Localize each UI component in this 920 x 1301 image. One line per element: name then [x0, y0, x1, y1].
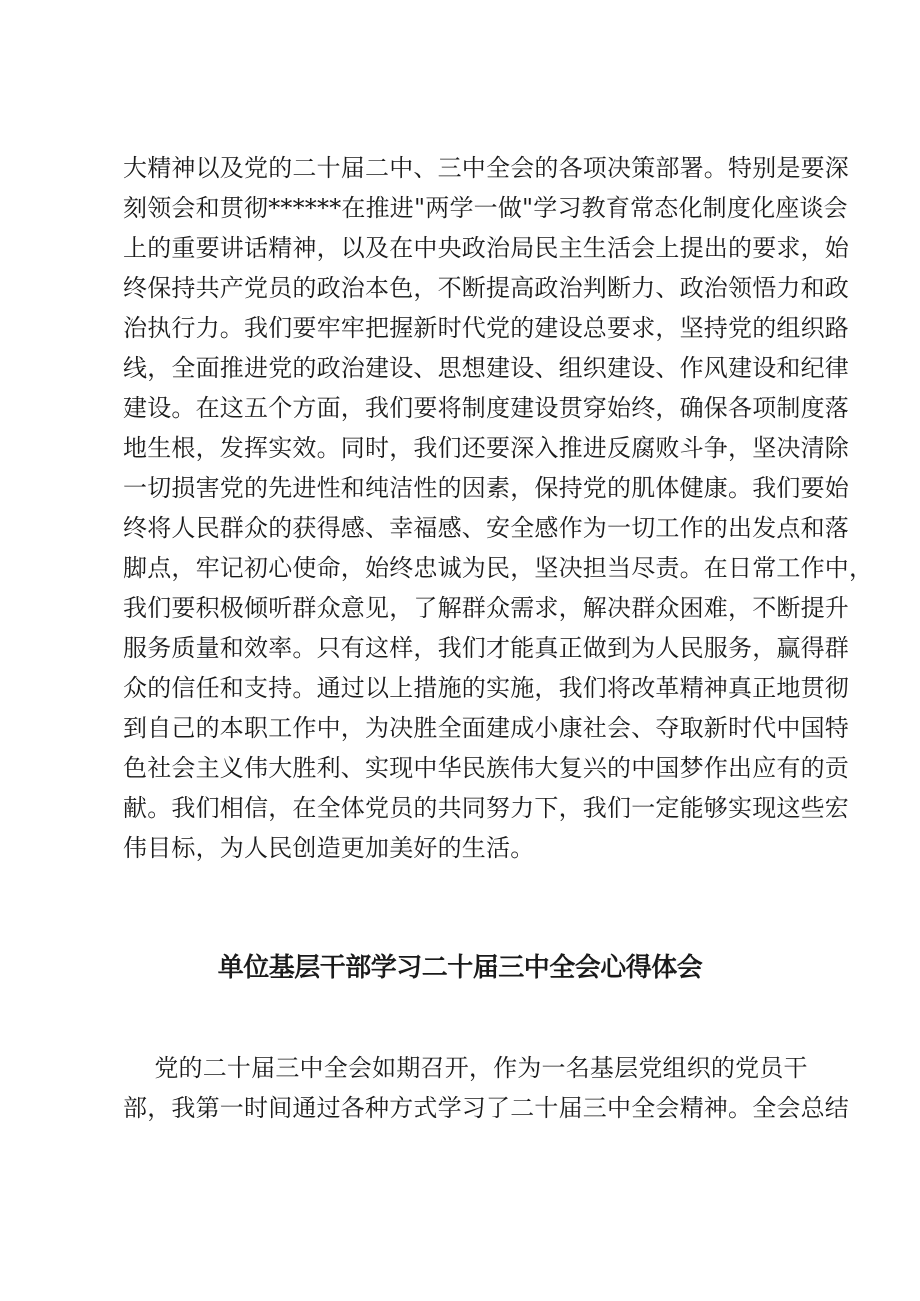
- body-paragraph: [123, 148, 874, 868]
- paragraph-line: 脚点，牢记初心使命，始终忠诚为民，坚决担当尽责。在日常工作中，: [123, 554, 874, 582]
- paragraph-line: 治执行力。我们要牢牢把握新时代党的建设总要求，坚持党的组织路: [123, 314, 849, 342]
- paragraph-line: 一切损害党的先进性和纯洁性的因素，保持党的肌体健康。我们要始: [123, 474, 849, 502]
- body-paragraph-2: [123, 1048, 849, 1128]
- paragraph-line: 终将人民群众的获得感、幸福感、安全感作为一切工作的出发点和落: [123, 514, 849, 542]
- paragraph-line: 上的重要讲话精神，以及在中央政治局民主生活会上提出的要求，始: [123, 234, 849, 262]
- paragraph-line: 色社会主义伟大胜利、实现中华民族伟大复兴的中国梦作出应有的贡: [123, 754, 849, 782]
- paragraph-line: 建设。在这五个方面，我们要将制度建设贯穿始终，确保各项制度落: [123, 394, 849, 422]
- paragraph-line: 献。我们相信，在全体党员的共同努力下，我们一定能够实现这些宏: [123, 794, 849, 822]
- paragraph-line: 党的二十届三中全会如期召开，作为一名基层党组织的党员干: [123, 1054, 808, 1082]
- paragraph-line: 地生根，发挥实效。同时，我们还要深入推进反腐败斗争，坚决清除: [123, 434, 849, 462]
- paragraph-line: 线，全面推进党的政治建设、思想建设、组织建设、作风建设和纪律: [123, 354, 849, 382]
- paragraph-line: 服务质量和效率。只有这样，我们才能真正做到为人民服务，赢得群: [123, 634, 849, 662]
- paragraph-line: 终保持共产党员的政治本色，不断提高政治判断力、政治领悟力和政: [123, 274, 849, 302]
- paragraph-line: 我们要积极倾听群众意见，了解群众需求，解决群众困难，不断提升: [123, 594, 849, 622]
- paragraph-line: 大精神以及党的二十届二中、三中全会的各项决策部署。特别是要深: [123, 154, 849, 182]
- paragraph-line: 到自己的本职工作中，为决胜全面建成小康社会、夺取新时代中国特: [123, 714, 849, 742]
- paragraph-line: 伟目标，为人民创造更加美好的生活。: [123, 834, 535, 862]
- section-heading: 单位基层干部学习二十届三中全会心得体会: [217, 953, 703, 983]
- paragraph-line: 刻领会和贯彻******在推进"两学一做"学习教育常态化制度化座谈会: [123, 194, 848, 222]
- paragraph-line: 众的信任和支持。通过以上措施的实施，我们将改革精神真正地贯彻: [123, 674, 849, 702]
- paragraph-line: 部，我第一时间通过各种方式学习了二十届三中全会精神。全会总结: [123, 1094, 849, 1122]
